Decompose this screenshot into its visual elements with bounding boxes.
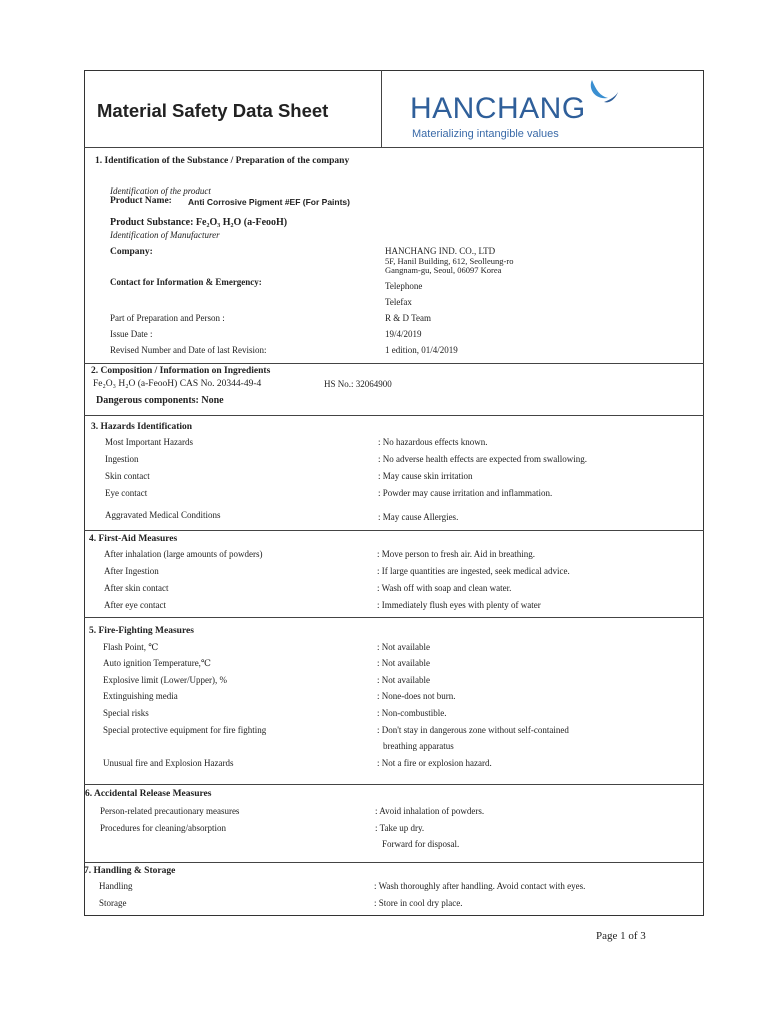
revised-number-value: 1 edition, 01/4/2019 <box>385 345 458 355</box>
hazard-label: Skin contact <box>105 471 150 481</box>
hs-number: HS No.: 32064900 <box>324 379 392 389</box>
release-measure-value: : Take up dry. <box>375 823 425 833</box>
fire-fighting-value: : Not available <box>377 658 430 668</box>
header-divider <box>381 70 382 147</box>
first-aid-label: After Ingestion <box>104 566 159 576</box>
hazard-value: : No hazardous effects known. <box>378 437 488 447</box>
rule-s4 <box>84 617 704 618</box>
storage-value: : Store in cool dry place. <box>374 898 463 908</box>
page-number: Page 1 of 3 <box>596 930 646 942</box>
fire-fighting-value: : Non-combustible. <box>377 708 447 718</box>
part-of-preparation-label: Part of Preparation and Person : <box>110 313 225 323</box>
brand-logo-text: HANCHANG <box>410 92 586 125</box>
telefax-label: Telefax <box>385 297 412 307</box>
section-5-heading: 5. Fire-Fighting Measures <box>89 626 194 636</box>
section-7-heading: 7. Handling & Storage <box>84 866 176 876</box>
revised-number-label: Revised Number and Date of last Revision: <box>110 345 267 355</box>
product-name-label: Product Name: <box>110 196 172 206</box>
rule-s6 <box>84 862 704 863</box>
fire-fighting-value-continued: breathing apparatus <box>383 741 454 751</box>
identification-product-label: Identification of the product <box>110 186 211 196</box>
rule-s1 <box>84 363 704 364</box>
brand-swoosh-icon <box>586 78 620 106</box>
section-4-heading: 4. First-Aid Measures <box>89 534 178 544</box>
first-aid-value: : If large quantities are ingested, seek medical advice. <box>377 566 570 576</box>
fire-fighting-value: : Not available <box>377 675 430 685</box>
first-aid-value: : Move person to fresh air. Aid in breathing. <box>377 549 535 559</box>
hazard-label: Eye contact <box>105 488 148 498</box>
section-2-heading: 2. Composition / Information on Ingredients <box>91 366 271 376</box>
section-6-heading: 6. Accidental Release Measures <box>85 789 212 799</box>
brand-tagline: Materializing intangible values <box>412 128 559 140</box>
company-label: Company: <box>110 247 153 257</box>
part-of-preparation-value: R & D Team <box>385 313 431 323</box>
release-measure-value-continued: Forward for disposal. <box>382 839 460 849</box>
first-aid-value: : Wash off with soap and clean water. <box>377 583 512 593</box>
hazard-value: : May cause skin irritation <box>378 471 473 481</box>
rule-header <box>84 147 704 148</box>
product-substance: Product Substance: Fe₂O₃ H₂O (a-FeooH) <box>110 217 288 228</box>
fire-fighting-label: Extinguishing media <box>103 691 178 701</box>
release-measure-value: : Avoid inhalation of powders. <box>375 806 485 816</box>
hazard-value: : No adverse health effects are expected from swallowing. <box>378 454 587 464</box>
telephone-label: Telephone <box>385 281 423 291</box>
composition-line: Fe₂O₃ H₂O (a-FeooH) CAS No. 20344-49-4 <box>93 379 262 389</box>
fire-fighting-label: Auto ignition Temperature,℃ <box>103 658 211 668</box>
hazard-label: Most Important Hazards <box>105 437 193 447</box>
issue-date-label: Issue Date : <box>110 329 153 339</box>
fire-fighting-value: : None-does not burn. <box>377 691 456 701</box>
company-address-line-1: 5F, Hanil Building, 612, Seolleung-ro <box>385 256 514 266</box>
handling-label: Handling <box>99 881 133 891</box>
company-address-line-2: Gangnam-gu, Seoul, 06097 Korea <box>385 265 502 275</box>
identification-manufacturer-label: Identification of Manufacturer <box>110 230 220 240</box>
first-aid-label: After eye contact <box>104 600 166 610</box>
fire-fighting-value: : Not a fire or explosion hazard. <box>377 758 492 768</box>
dangerous-components: Dangerous components: None <box>96 395 224 406</box>
first-aid-label: After inhalation (large amounts of powders) <box>104 549 263 559</box>
section-1-heading: 1. Identification of the Substance / Preparation of the company <box>95 156 350 166</box>
rule-s3 <box>84 530 704 531</box>
fire-fighting-value: : Not available <box>377 642 430 652</box>
fire-fighting-value: : Don't stay in dangerous zone without self-contained <box>377 725 569 735</box>
page-title: Material Safety Data Sheet <box>97 100 329 121</box>
issue-date-value: 19/4/2019 <box>385 329 422 339</box>
release-measure-label: Procedures for cleaning/absorption <box>100 823 226 833</box>
storage-label: Storage <box>99 898 127 908</box>
first-aid-value: : Immediately flush eyes with plenty of water <box>377 600 541 610</box>
contact-label: Contact for Information & Emergency: <box>110 277 262 287</box>
fire-fighting-label: Flash Point, ℃ <box>103 642 159 652</box>
fire-fighting-label: Explosive limit (Lower/Upper), % <box>103 675 227 685</box>
section-3-heading: 3. Hazards Identification <box>91 422 193 432</box>
handling-value: : Wash thoroughly after handling. Avoid contact with eyes. <box>374 881 586 891</box>
hazard-value: : Powder may cause irritation and inflammation. <box>378 488 553 498</box>
hazard-label: Aggravated Medical Conditions <box>105 510 221 520</box>
fire-fighting-label: Special protective equipment for fire fighting <box>103 725 267 735</box>
first-aid-label: After skin contact <box>104 583 169 593</box>
fire-fighting-label: Unusual fire and Explosion Hazards <box>103 758 234 768</box>
product-name-value: Anti Corrosive Pigment #EF (For Paints) <box>188 197 350 207</box>
fire-fighting-label: Special risks <box>103 708 149 718</box>
rule-s5 <box>84 784 704 785</box>
company-name: HANCHANG IND. CO., LTD <box>385 246 496 256</box>
hazard-label: Ingestion <box>105 454 139 464</box>
rule-s2 <box>84 415 704 416</box>
release-measure-label: Person-related precautionary measures <box>100 806 240 816</box>
hazard-value: : May cause Allergies. <box>378 512 459 522</box>
